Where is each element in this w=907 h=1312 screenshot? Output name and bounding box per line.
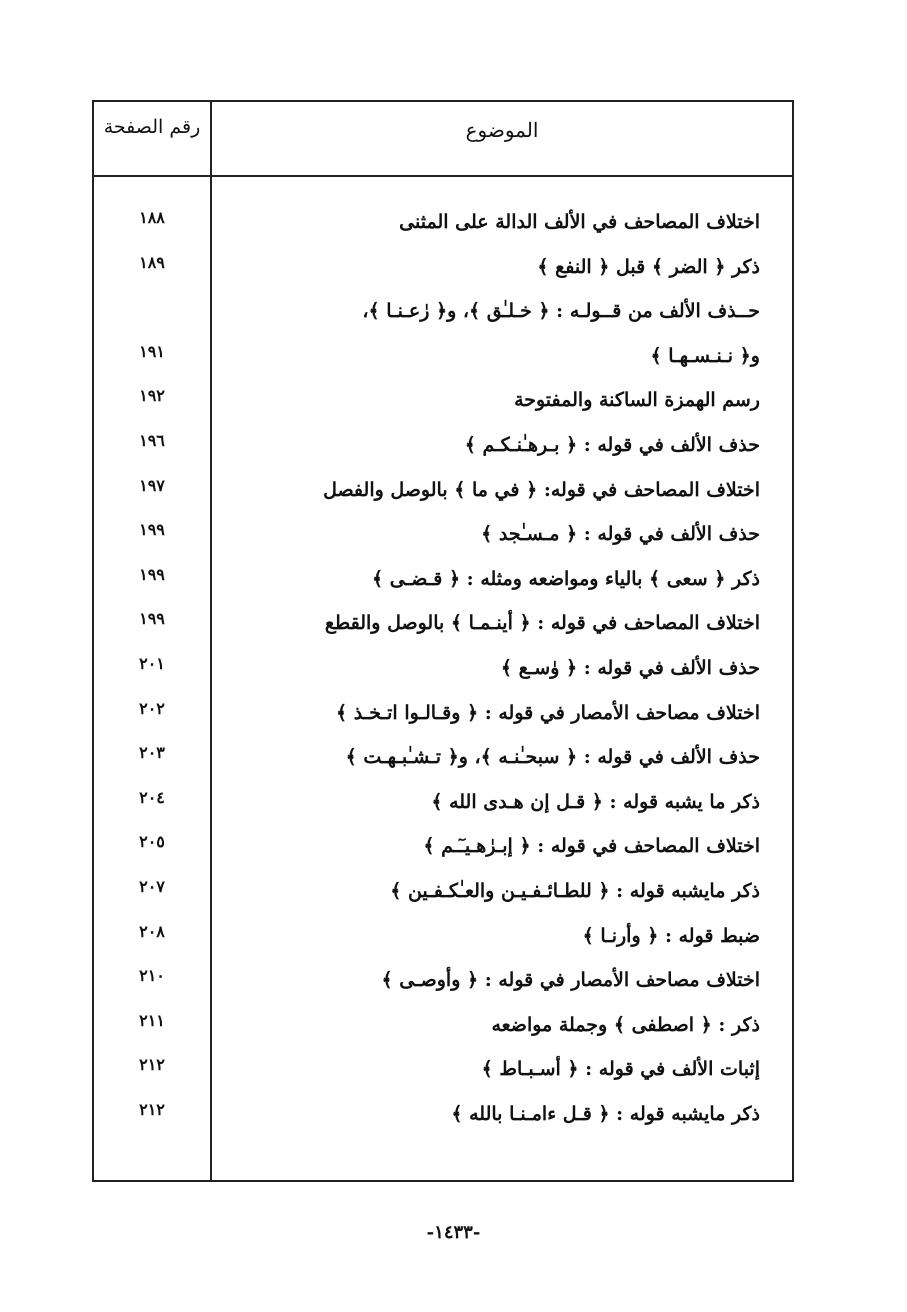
toc-page-number: ١٩١ [139, 341, 165, 361]
toc-page-number: ٢١٠ [139, 966, 165, 986]
toc-page-number: ٢٠٤ [139, 787, 165, 807]
toc-topic: ذكر مايشبه قوله : ﴿ قـل ءامـنـا بالله ﴾ [451, 1102, 760, 1125]
toc-page-number: ٢٠٢ [139, 698, 165, 718]
toc-page-number: ١٩٩ [139, 520, 165, 540]
toc-row [94, 603, 792, 648]
toc-page-number: ١٨٩ [139, 252, 165, 272]
topic-column-header: الموضوع [465, 118, 539, 142]
toc-topic: اختلاف المصاحف في قوله: ﴿ في ما ﴾ بالوصل والفصل [323, 478, 760, 501]
toc-topic: حذف الألف في قوله : ﴿ سبحـٰنـه ﴾، و﴿ تـشـٰبـهـت ﴾ [345, 746, 760, 769]
toc-page-number: ٢١٢ [139, 1099, 165, 1119]
toc-row [94, 1049, 792, 1094]
page-footer-number: -١٤٣٣- [426, 1222, 481, 1243]
toc-table [92, 100, 794, 1182]
toc-topic: اختلاف المصاحف في قوله : ﴿ أينـمـا ﴾ بالوصل والقطع [324, 612, 760, 635]
toc-topic: اختلاف المصاحف في قوله : ﴿ إبـرٰهـيـٓـم ﴾ [423, 835, 760, 858]
toc-topic: اختلاف مصاحف الأمصار في قوله : ﴿ وأوصـى ﴾ [381, 969, 760, 992]
toc-topic: حذف الألف في قوله : ﴿ وٰسـع ﴾ [500, 656, 760, 679]
toc-page-number: ٢٠٨ [139, 921, 165, 941]
toc-row [94, 871, 792, 916]
toc-row [94, 202, 792, 247]
page-number-column-header: رقم الصفحة [103, 116, 201, 138]
toc-topic: و﴿ نـنـسـهـا ﴾ [650, 344, 760, 367]
toc-row [94, 470, 792, 515]
toc-topic: ذكر : ﴿ اصطفى ﴾ وجملة مواضعه [491, 1013, 760, 1036]
toc-page-number: ٢١١ [139, 1010, 165, 1030]
toc-topic: ضبط قوله : ﴿ وأرنـا ﴾ [582, 924, 760, 947]
toc-row [94, 425, 792, 470]
toc-row [94, 826, 792, 871]
toc-row [94, 514, 792, 559]
toc-topic: اختلاف مصاحف الأمصار في قوله : ﴿ وقـالـوا اتـخـذ ﴾ [336, 701, 760, 724]
toc-topic: ذكر ﴿ سعى ﴾ بالياء ومواضعه ومثله : ﴿ قـضـى ﴾ [372, 567, 760, 590]
toc-page-number: ١٨٨ [139, 208, 165, 227]
toc-page-number: ١٩٩ [139, 609, 165, 629]
toc-row [94, 782, 792, 827]
toc-page-number: ٢٠٣ [139, 743, 165, 763]
toc-rows [94, 202, 792, 1138]
toc-row [94, 291, 792, 336]
toc-page-number: ١٩٧ [139, 475, 165, 495]
toc-topic: حــذف الألف من قــولـه : ﴿ خـلـٰق ﴾، و﴿ رٰعـنـا ﴾، [362, 300, 760, 323]
toc-row [94, 960, 792, 1005]
toc-row [94, 1094, 792, 1139]
toc-row [94, 737, 792, 782]
toc-row [94, 693, 792, 738]
toc-page-number: ١٩٩ [139, 564, 165, 584]
toc-row [94, 648, 792, 693]
header-divider [94, 175, 792, 177]
toc-row [94, 916, 792, 961]
toc-row [94, 336, 792, 381]
toc-topic: اختلاف المصاحف في الألف الدالة على المثنى [399, 211, 760, 233]
toc-page-number: ٢٠١ [139, 653, 165, 673]
toc-row [94, 1005, 792, 1050]
toc-topic: حذف الألف في قوله : ﴿ بـرهـٰنـكـم ﴾ [464, 433, 760, 456]
toc-page-number: ١٩٦ [139, 430, 165, 450]
toc-topic: رسم الهمزة الساكنة والمفتوحة [514, 389, 760, 412]
toc-topic: ذكر مايشبه قوله : ﴿ للطـائـفـيـن والعـٰكـفـين ﴾ [390, 879, 760, 902]
toc-page-number: ٢١٢ [139, 1055, 165, 1075]
toc-row [94, 380, 792, 425]
toc-page-number: ٢٠٧ [139, 876, 165, 896]
toc-row [94, 247, 792, 292]
toc-page-number: ٢٠٥ [139, 832, 165, 852]
toc-topic: ذكر ﴿ الضر ﴾ قبل ﴿ النفع ﴾ [537, 255, 760, 278]
toc-topic: إثبات الألف في قوله : ﴿ أسـبـاط ﴾ [481, 1058, 760, 1081]
toc-topic: حذف الألف في قوله : ﴿ مـسـٰجد ﴾ [481, 523, 760, 546]
toc-page-number: ١٩٢ [139, 386, 165, 406]
toc-row [94, 559, 792, 604]
toc-topic: ذكر ما يشبه قوله : ﴿ قـل إن هـدى الله ﴾ [431, 790, 760, 813]
